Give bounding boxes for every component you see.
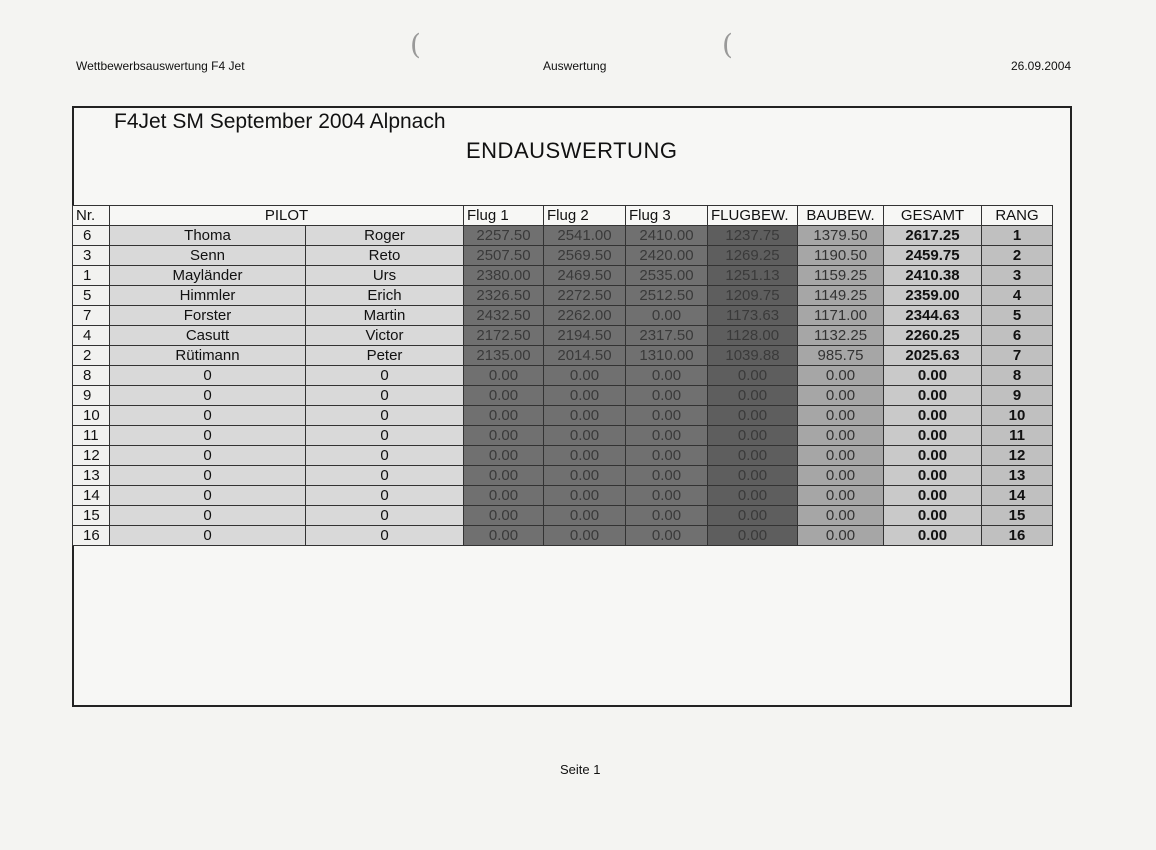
cell-flug3: 2420.00 (626, 246, 708, 266)
cell-rang: 10 (982, 406, 1053, 426)
cell-first-name: Victor (306, 326, 464, 346)
cell-flug1: 0.00 (464, 406, 544, 426)
cell-nr: 5 (73, 286, 110, 306)
cell-baubew: 0.00 (798, 506, 884, 526)
column-header-flug1: Flug 1 (464, 206, 544, 226)
cell-baubew: 0.00 (798, 426, 884, 446)
cell-first-name: 0 (306, 386, 464, 406)
cell-nr: 10 (73, 406, 110, 426)
cell-rang: 4 (982, 286, 1053, 306)
cell-flugbew: 1128.00 (708, 326, 798, 346)
table-row (73, 266, 1053, 286)
header-left-title: Wettbewerbsauswertung F4 Jet (76, 59, 245, 73)
cell-gesamt: 2260.25 (884, 326, 982, 346)
table-row (73, 506, 1053, 526)
cell-flugbew: 0.00 (708, 446, 798, 466)
cell-flug3: 2317.50 (626, 326, 708, 346)
column-header-gesamt: GESAMT (884, 206, 982, 226)
cell-nr: 11 (73, 426, 110, 446)
cell-gesamt: 0.00 (884, 366, 982, 386)
cell-gesamt: 0.00 (884, 506, 982, 526)
cell-first-name: Roger (306, 226, 464, 246)
cell-flugbew: 0.00 (708, 366, 798, 386)
punch-hole-mark: ( (722, 28, 733, 61)
cell-gesamt: 0.00 (884, 466, 982, 486)
cell-flug1: 2326.50 (464, 286, 544, 306)
cell-gesamt: 0.00 (884, 486, 982, 506)
cell-flug3: 2512.50 (626, 286, 708, 306)
cell-flug2: 2194.50 (544, 326, 626, 346)
cell-baubew: 0.00 (798, 466, 884, 486)
cell-rang: 16 (982, 526, 1053, 546)
cell-last-name: 0 (110, 506, 306, 526)
cell-first-name: 0 (306, 446, 464, 466)
cell-flugbew: 0.00 (708, 386, 798, 406)
cell-nr: 4 (73, 326, 110, 346)
cell-baubew: 1171.00 (798, 306, 884, 326)
cell-gesamt: 2359.00 (884, 286, 982, 306)
cell-flug3: 0.00 (626, 526, 708, 546)
cell-flug1: 2172.50 (464, 326, 544, 346)
cell-flugbew: 1209.75 (708, 286, 798, 306)
cell-rang: 1 (982, 226, 1053, 246)
cell-first-name: Martin (306, 306, 464, 326)
column-header-pilot: PILOT (110, 206, 464, 226)
punch-hole-mark: ( (410, 28, 421, 61)
cell-baubew: 0.00 (798, 446, 884, 466)
cell-first-name: 0 (306, 526, 464, 546)
cell-flug3: 0.00 (626, 306, 708, 326)
cell-baubew: 1132.25 (798, 326, 884, 346)
cell-gesamt: 2617.25 (884, 226, 982, 246)
cell-flug3: 0.00 (626, 426, 708, 446)
cell-rang: 5 (982, 306, 1053, 326)
cell-flug1: 0.00 (464, 486, 544, 506)
cell-first-name: 0 (306, 426, 464, 446)
cell-flug1: 2432.50 (464, 306, 544, 326)
table-row (73, 446, 1053, 466)
cell-last-name: Casutt (110, 326, 306, 346)
cell-flug3: 0.00 (626, 386, 708, 406)
cell-flug3: 2410.00 (626, 226, 708, 246)
cell-flugbew: 0.00 (708, 426, 798, 446)
header-date: 26.09.2004 (1011, 59, 1072, 73)
cell-last-name: 0 (110, 366, 306, 386)
cell-rang: 6 (982, 326, 1053, 346)
cell-rang: 11 (982, 426, 1053, 446)
cell-flugbew: 1269.25 (708, 246, 798, 266)
cell-last-name: Forster (110, 306, 306, 326)
cell-nr: 2 (73, 346, 110, 366)
cell-flug1: 0.00 (464, 446, 544, 466)
column-header-flug3: Flug 3 (626, 206, 708, 226)
cell-baubew: 1379.50 (798, 226, 884, 246)
cell-last-name: 0 (110, 486, 306, 506)
cell-first-name: Reto (306, 246, 464, 266)
cell-rang: 15 (982, 506, 1053, 526)
cell-flug2: 0.00 (544, 406, 626, 426)
cell-nr: 15 (73, 506, 110, 526)
cell-gesamt: 0.00 (884, 526, 982, 546)
cell-flug1: 0.00 (464, 366, 544, 386)
cell-last-name: 0 (110, 466, 306, 486)
cell-rang: 7 (982, 346, 1053, 366)
column-header-baubew: BAUBEW. (798, 206, 884, 226)
cell-last-name: Himmler (110, 286, 306, 306)
cell-gesamt: 2025.63 (884, 346, 982, 366)
cell-last-name: 0 (110, 406, 306, 426)
cell-flug1: 0.00 (464, 426, 544, 446)
cell-baubew: 1149.25 (798, 286, 884, 306)
cell-gesamt: 0.00 (884, 446, 982, 466)
cell-flug3: 2535.00 (626, 266, 708, 286)
cell-flugbew: 0.00 (708, 506, 798, 526)
table-row (73, 306, 1053, 326)
cell-nr: 3 (73, 246, 110, 266)
cell-nr: 13 (73, 466, 110, 486)
page-title: F4Jet SM September 2004 Alpnach (114, 110, 446, 133)
table-row (73, 246, 1053, 266)
cell-flug1: 2135.00 (464, 346, 544, 366)
cell-baubew: 1190.50 (798, 246, 884, 266)
cell-flug3: 0.00 (626, 446, 708, 466)
cell-flug2: 0.00 (544, 506, 626, 526)
cell-gesamt: 0.00 (884, 426, 982, 446)
cell-last-name: 0 (110, 426, 306, 446)
cell-first-name: Urs (306, 266, 464, 286)
cell-first-name: Peter (306, 346, 464, 366)
cell-flug2: 0.00 (544, 426, 626, 446)
cell-first-name: 0 (306, 366, 464, 386)
cell-gesamt: 0.00 (884, 386, 982, 406)
column-header-rang: RANG (982, 206, 1053, 226)
cell-first-name: 0 (306, 466, 464, 486)
cell-flugbew: 1237.75 (708, 226, 798, 246)
cell-flug2: 2014.50 (544, 346, 626, 366)
cell-rang: 3 (982, 266, 1053, 286)
cell-rang: 8 (982, 366, 1053, 386)
cell-flug2: 0.00 (544, 386, 626, 406)
cell-nr: 1 (73, 266, 110, 286)
cell-last-name: 0 (110, 386, 306, 406)
column-header-nr: Nr. (73, 206, 110, 226)
cell-nr: 16 (73, 526, 110, 546)
cell-last-name: 0 (110, 446, 306, 466)
cell-flug1: 0.00 (464, 506, 544, 526)
cell-nr: 6 (73, 226, 110, 246)
cell-last-name: 0 (110, 526, 306, 546)
cell-flug2: 2541.00 (544, 226, 626, 246)
cell-gesamt: 2344.63 (884, 306, 982, 326)
table-row (73, 486, 1053, 506)
cell-nr: 12 (73, 446, 110, 466)
cell-first-name: 0 (306, 506, 464, 526)
cell-first-name: 0 (306, 406, 464, 426)
cell-baubew: 0.00 (798, 366, 884, 386)
cell-first-name: Erich (306, 286, 464, 306)
cell-flug2: 0.00 (544, 486, 626, 506)
cell-flug2: 0.00 (544, 526, 626, 546)
table-row (73, 386, 1053, 406)
table-header-row (73, 206, 1053, 226)
cell-flugbew: 1251.13 (708, 266, 798, 286)
cell-flug2: 2262.00 (544, 306, 626, 326)
cell-flug3: 0.00 (626, 486, 708, 506)
cell-last-name: Thoma (110, 226, 306, 246)
cell-flug1: 0.00 (464, 526, 544, 546)
table-row (73, 346, 1053, 366)
cell-flugbew: 0.00 (708, 406, 798, 426)
cell-last-name: Mayländer (110, 266, 306, 286)
cell-flugbew: 1039.88 (708, 346, 798, 366)
cell-flug1: 2507.50 (464, 246, 544, 266)
cell-flug3: 0.00 (626, 466, 708, 486)
cell-flugbew: 1173.63 (708, 306, 798, 326)
column-header-flug2: Flug 2 (544, 206, 626, 226)
cell-flug2: 2272.50 (544, 286, 626, 306)
table-row (73, 366, 1053, 386)
cell-nr: 8 (73, 366, 110, 386)
cell-baubew: 0.00 (798, 526, 884, 546)
cell-flug2: 2569.50 (544, 246, 626, 266)
results-table (72, 205, 1053, 546)
cell-flug3: 0.00 (626, 406, 708, 426)
page-subtitle: ENDAUSWERTUNG (466, 138, 678, 163)
cell-gesamt: 2410.38 (884, 266, 982, 286)
table-row (73, 466, 1053, 486)
cell-baubew: 985.75 (798, 346, 884, 366)
cell-baubew: 0.00 (798, 486, 884, 506)
table-row (73, 326, 1053, 346)
cell-rang: 9 (982, 386, 1053, 406)
cell-flugbew: 0.00 (708, 526, 798, 546)
cell-first-name: 0 (306, 486, 464, 506)
cell-nr: 9 (73, 386, 110, 406)
page-footer: Seite 1 (560, 762, 601, 777)
cell-nr: 7 (73, 306, 110, 326)
cell-rang: 14 (982, 486, 1053, 506)
cell-last-name: Rütimann (110, 346, 306, 366)
cell-flug3: 1310.00 (626, 346, 708, 366)
cell-flug1: 2380.00 (464, 266, 544, 286)
table-row (73, 426, 1053, 446)
column-header-flugbew: FLUGBEW. (708, 206, 798, 226)
cell-flug1: 0.00 (464, 466, 544, 486)
cell-flugbew: 0.00 (708, 466, 798, 486)
table-row (73, 226, 1053, 246)
cell-rang: 2 (982, 246, 1053, 266)
cell-gesamt: 0.00 (884, 406, 982, 426)
table-row (73, 526, 1053, 546)
header-center-title: Auswertung (543, 59, 607, 73)
cell-baubew: 0.00 (798, 386, 884, 406)
cell-baubew: 1159.25 (798, 266, 884, 286)
cell-rang: 13 (982, 466, 1053, 486)
cell-flug2: 0.00 (544, 446, 626, 466)
cell-last-name: Senn (110, 246, 306, 266)
cell-flug3: 0.00 (626, 366, 708, 386)
cell-flug3: 0.00 (626, 506, 708, 526)
cell-flug1: 0.00 (464, 386, 544, 406)
cell-nr: 14 (73, 486, 110, 506)
cell-flug2: 0.00 (544, 466, 626, 486)
cell-flug2: 0.00 (544, 366, 626, 386)
cell-flugbew: 0.00 (708, 486, 798, 506)
table-row (73, 406, 1053, 426)
cell-flug1: 2257.50 (464, 226, 544, 246)
cell-gesamt: 2459.75 (884, 246, 982, 266)
cell-flug2: 2469.50 (544, 266, 626, 286)
cell-baubew: 0.00 (798, 406, 884, 426)
table-row (73, 286, 1053, 306)
cell-rang: 12 (982, 446, 1053, 466)
